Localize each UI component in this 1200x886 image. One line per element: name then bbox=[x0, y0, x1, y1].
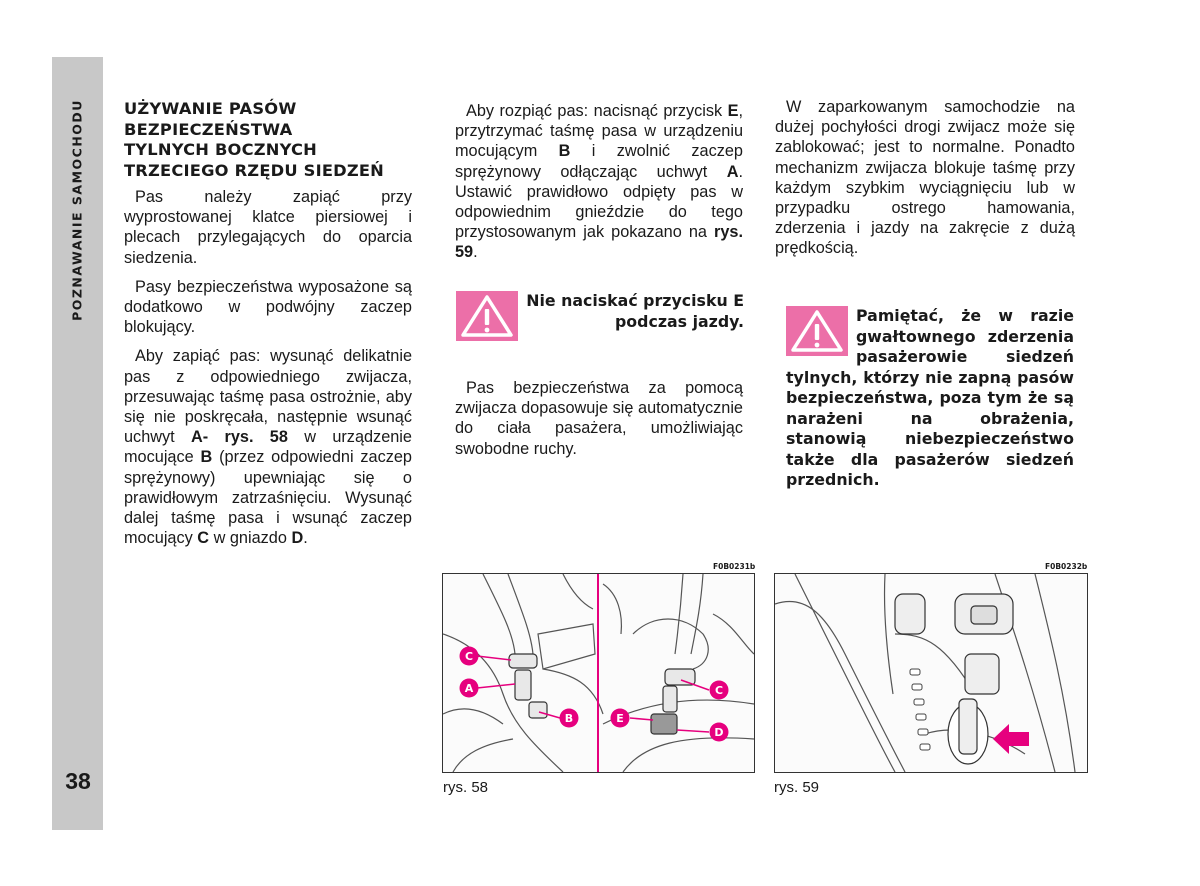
paragraph: Aby zapiąć pas: wysunąć delikatnie pas z odpowiedniego zwijacza, przesuwając taśmę pasa ostrożnie, aby się nie poskręcała, następnie wsunąć uchwyt A- rys. 58 w urządzenie mocujące B (przez odpowiedni zaczep sprężynowy) upewniając się o prawidłowym zatrzaśnięciu. Wysunąć dalej taśmę pasa i wsunąć zaczep mocujący C w gniazdo D. bbox=[124, 347, 412, 548]
svg-text:C: C bbox=[714, 684, 724, 697]
callout-marker bbox=[460, 647, 479, 666]
seatbelt-storage-illustration bbox=[775, 574, 1087, 772]
callout-marker bbox=[460, 679, 479, 698]
figure-code: F0B0232b bbox=[1045, 562, 1088, 571]
heading-line: BEZPIECZEŃSTWA bbox=[124, 119, 293, 139]
heading-line: TRZECIEGO RZĘDU SIEDZEŃ bbox=[124, 160, 385, 180]
page-number: 38 bbox=[65, 768, 91, 794]
paragraph: Pasy bezpieczeństwa wyposażone są dodatkowo w podwójny zaczep blokujący. bbox=[124, 277, 412, 337]
callout-marker bbox=[710, 681, 729, 700]
svg-text:D: D bbox=[714, 726, 724, 739]
warning-box bbox=[786, 306, 1074, 491]
svg-text:B: B bbox=[564, 712, 574, 725]
heading-line: TYLNYCH BOCZNYCH bbox=[124, 140, 317, 159]
column-1 bbox=[124, 99, 412, 557]
warning-triangle-icon bbox=[456, 291, 518, 341]
callout-marker bbox=[710, 723, 729, 742]
paragraph: W zaparkowanym samochodzie na dużej pochyłości drogi zwijacz może się zablokować; jest to normalne. Ponadto mechanizm zwijacza blokuje taśmę przy każdym szybkim wyciągnięciu lub w przypadku ostrego hamowania, zderzenia i jazdy na zakręcie z dużą prędkością. bbox=[775, 98, 1075, 258]
arrow-left-icon bbox=[993, 724, 1029, 754]
warning-text: Pamiętać, że w razie gwałtownego zderzenia pasażerowie siedzeń tylnych, którzy nie zapną pasów bezpieczeństwa, poza tym że są narażeni na obrażenia, stanowią niebezpieczeństwo także dla pasażerów siedzeń przednich. bbox=[786, 306, 1074, 489]
column-2-lower bbox=[455, 378, 743, 468]
svg-text:A: A bbox=[464, 682, 474, 695]
warning-box bbox=[456, 291, 744, 343]
figure-caption: rys. 59 bbox=[774, 779, 820, 796]
figure-59 bbox=[774, 573, 1088, 773]
warning-triangle-icon bbox=[786, 306, 848, 356]
section-label: POZNAWANIE SAMOCHODU bbox=[69, 99, 85, 321]
figure-58 bbox=[442, 573, 755, 773]
callout-marker bbox=[560, 709, 579, 728]
section-heading bbox=[124, 99, 412, 181]
figure-code: F0B0231b bbox=[713, 562, 756, 571]
heading-line: UŻYWANIE PASÓW bbox=[124, 99, 297, 118]
seatbelt-illustration bbox=[443, 574, 754, 772]
paragraph: Aby rozpiąć pas: nacisnąć przycisk E, przytrzymać taśmę pasa w urządzeniu mocującym B i zwolnić zaczep sprężynowy odłączając uchwyt A. Ustawić prawidłowo odpięty pas w odpowiednim gnieździe do tego przystosowanym jak pokazano na rys. 59. bbox=[455, 102, 743, 262]
column-2 bbox=[455, 101, 743, 272]
column-3 bbox=[775, 97, 1075, 268]
svg-text:E: E bbox=[616, 712, 624, 725]
paragraph: Pas należy zapiąć przy wyprostowanej klatce piersiowej i plecach przylegających do oparcia siedzenia. bbox=[124, 188, 412, 267]
paragraph: Pas bezpieczeństwa za pomocą zwijacza dopasowuje się automatycznie do ciała pasażera, umożliwiając swobodne ruchy. bbox=[455, 379, 743, 458]
figure-caption: rys. 58 bbox=[443, 779, 489, 796]
svg-text:C: C bbox=[464, 650, 474, 663]
callout-marker bbox=[611, 709, 630, 728]
warning-text: Nie naciskać przycisku E podczas jazdy. bbox=[526, 291, 744, 331]
